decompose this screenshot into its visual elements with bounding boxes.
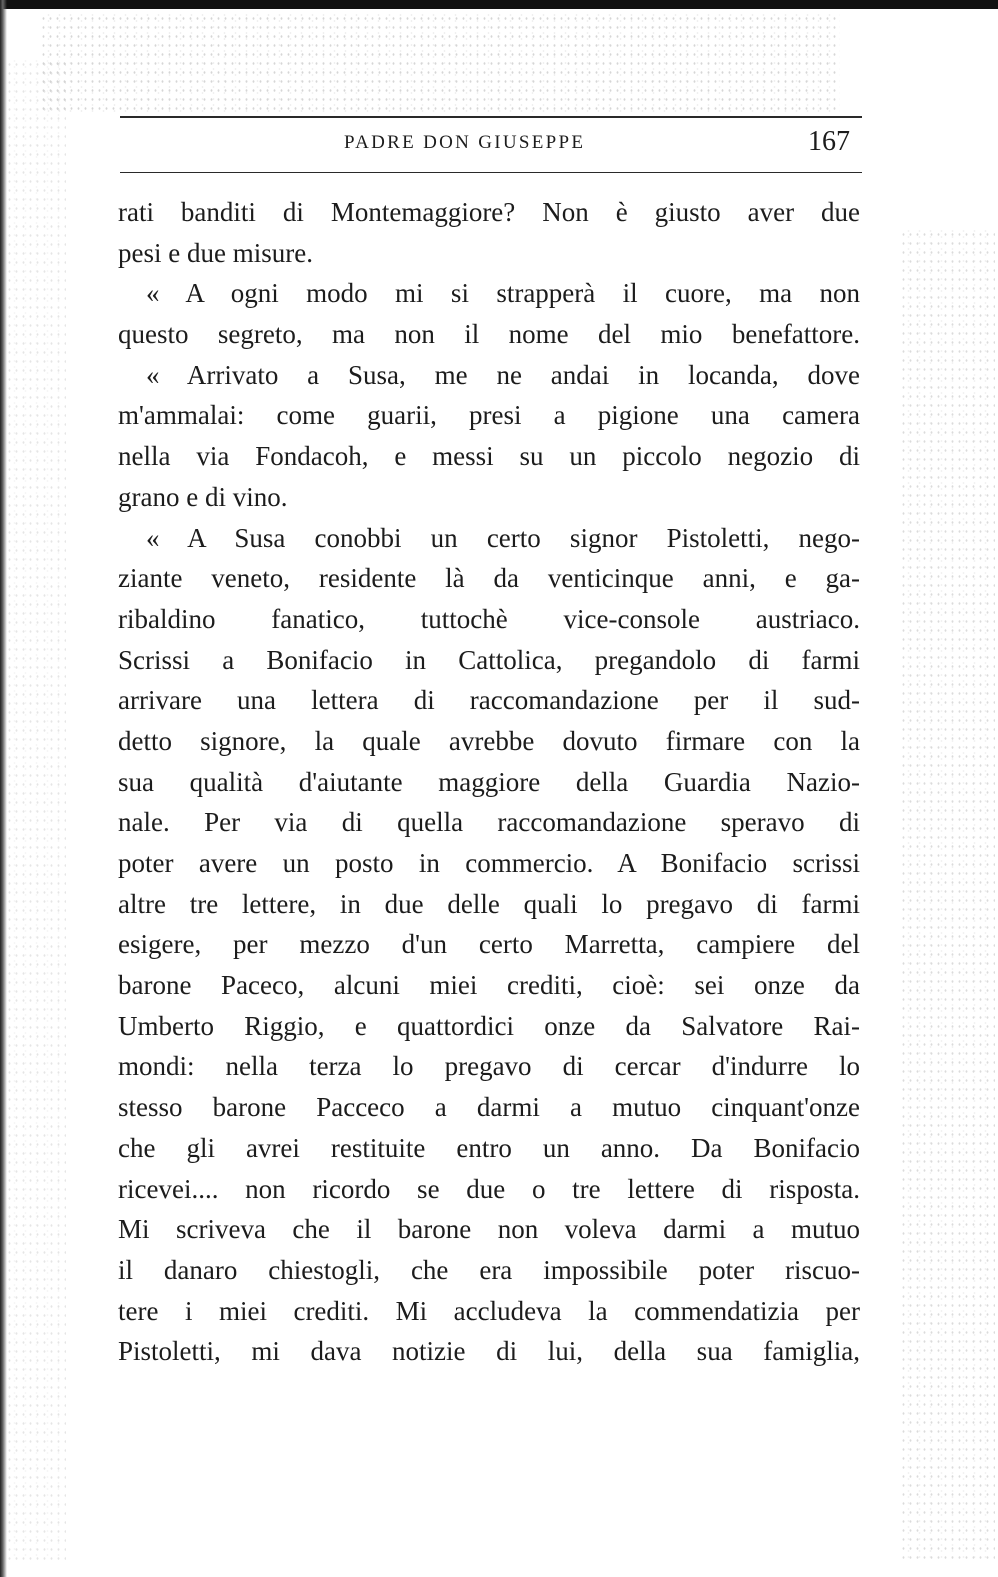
text-line: nale. Per via di quella raccomandazione speravo di bbox=[118, 807, 860, 838]
text-line: Umberto Riggio, e quattordici onze da Salvatore Rai- bbox=[118, 1010, 860, 1041]
scan-speckle-top bbox=[40, 14, 840, 114]
text-line: grano e di vino. bbox=[118, 481, 288, 512]
text-line: che gli avrei restituite entro un anno. Da Bonifacio bbox=[118, 1132, 860, 1163]
text-line: ricevei.... non ricordo se due o tre lettere di risposta. bbox=[118, 1173, 860, 1204]
text-line: m'ammalai: come guarii, presi a pigione una camera bbox=[118, 400, 860, 431]
scan-speckle-left bbox=[6, 60, 66, 1560]
text-line: « A Susa conobbi un certo signor Pistoletti, nego- bbox=[146, 522, 860, 553]
text-line: detto signore, la quale avrebbe dovuto firmare con la bbox=[118, 725, 860, 756]
text-line: arrivare una lettera di raccomandazione per il sud- bbox=[118, 685, 860, 716]
page-header bbox=[120, 116, 862, 173]
scan-speckle-right bbox=[900, 230, 995, 1560]
text-line: « A ogni modo mi si strapperà il cuore, ma non bbox=[146, 278, 860, 309]
page-number: 167 bbox=[808, 126, 850, 157]
text-line: altre tre lettere, in due delle quali lo pregavo di farmi bbox=[118, 888, 860, 919]
text-line: tere i miei crediti. Mi accludeva la commendatizia per bbox=[118, 1295, 860, 1326]
page-binding-shadow bbox=[0, 0, 7, 1577]
text-line: Scrissi a Bonifacio in Cattolica, pregandolo di farmi bbox=[118, 644, 860, 675]
text-line: « Arrivato a Susa, me ne andai in locanda, dove bbox=[146, 359, 860, 390]
text-line: sua qualità d'aiutante maggiore della Guardia Nazio- bbox=[118, 766, 860, 797]
text-line: pesi e due misure. bbox=[118, 237, 313, 268]
text-line: poter avere un posto in commercio. A Bonifacio scrissi bbox=[118, 848, 860, 878]
text-line: stesso barone Pacceco a darmi a mutuo cinquant'onze bbox=[118, 1092, 860, 1123]
running-head: PADRE DON GIUSEPPE bbox=[344, 132, 586, 153]
text-line: Mi scriveva che il barone non voleva darmi a mutuo bbox=[118, 1214, 860, 1245]
text-line: ribaldino fanatico, tuttochè vice-console austriaco. bbox=[118, 603, 860, 634]
text-line: il danaro chiestogli, che era impossibile poter riscuo- bbox=[118, 1254, 860, 1285]
text-line: mondi: nella terza lo pregavo di cercar d'indurre lo bbox=[118, 1051, 860, 1082]
text-line: rati banditi di Montemaggiore? Non è giusto aver due bbox=[118, 197, 860, 227]
text-line: Pistoletti, mi dava notizie di lui, della sua famiglia, bbox=[118, 1336, 860, 1367]
body-text bbox=[118, 192, 860, 1372]
text-line: nella via Fondacoh, e messi su un piccolo negozio di bbox=[118, 441, 860, 472]
page-top-edge bbox=[0, 0, 998, 9]
text-line: questo segreto, ma non il nome del mio benefattore. bbox=[118, 319, 860, 350]
text-line: barone Paceco, alcuni miei crediti, cioè: sei onze da bbox=[118, 970, 860, 1001]
text-line: esigere, per mezzo d'un certo Marretta, campiere del bbox=[118, 929, 860, 960]
text-line: ziante veneto, residente là da venticinque anni, e ga- bbox=[118, 563, 860, 594]
